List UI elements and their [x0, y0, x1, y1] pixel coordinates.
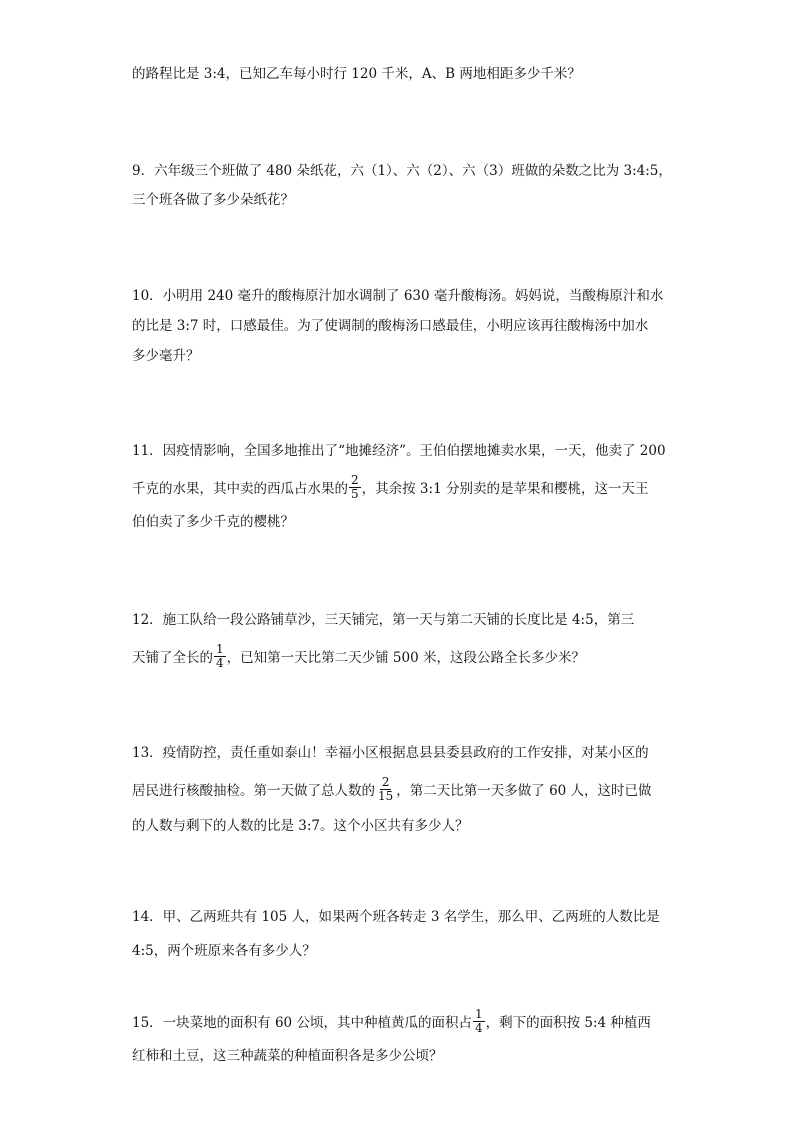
problem-12-line-1: 12．施工队给一段公路铺草沙，三天铺完，第一天与第二天铺的长度比是 4:5，第三 — [132, 612, 635, 628]
problem-11-line-3: 伯伯卖了多少千克的樱桃？ — [132, 514, 294, 530]
problem-13-line-1: 13．疫情防控，责任重如泰山！幸福小区根据息县县委县政府的工作安排，对某小区的 — [132, 745, 649, 761]
fraction-denominator: 4 — [474, 1021, 483, 1035]
problem-13-text-a: 居民进行核酸抽检。第一天做了总人数的 — [132, 783, 375, 799]
problem-15-text-a: 15．一块菜地的面积有 60 公顷，其中种植黄瓜的面积占 — [132, 1015, 472, 1031]
fraction-denominator: 4 — [216, 656, 224, 670]
fraction-denominator: 5 — [351, 487, 359, 501]
problem-10-line-1: 10．小明用 240 毫升的酸梅原汁加水调制了 630 毫升酸梅汤。妈妈说，当酸梅原汁和水 — [132, 288, 664, 304]
fraction-numerator: 1 — [216, 642, 224, 656]
problem-13-line-3: 的人数与剩下的人数的比是 3:7。这个小区共有多少人？ — [132, 818, 469, 834]
fraction-numerator: 2 — [381, 775, 390, 789]
problem-12-line-2 — [132, 642, 585, 672]
problem-14-line-1: 14．甲、乙两班共有 105 人，如果两个班各转走 3 名学生，那么甲、乙两班的人数比是 — [132, 909, 660, 925]
problem-15-text-b: ，剩下的面积按 5:4 种植西 — [485, 1015, 651, 1031]
problem-13-line-2 — [132, 775, 652, 805]
problem-10-line-3: 多少毫升？ — [132, 348, 200, 364]
problem-11-text-a: 千克的水果，其中卖的西瓜占水果的 — [132, 481, 348, 497]
problem-9-line-1: 9．六年级三个班做了 480 朵纸花，六（1）、六（2）、六（3）班做的朵数之比为 3:4:5， — [132, 163, 672, 179]
problem-13-text-b: ，第二天比第一天多做了 60 人，这时已做 — [396, 783, 652, 799]
fraction-two-fifths — [349, 474, 361, 501]
fraction-one-quarter — [473, 1008, 485, 1035]
problem-11-line-2 — [132, 473, 649, 503]
fraction-numerator: 2 — [351, 473, 359, 487]
fraction-one-quarter — [214, 643, 226, 670]
problem-11-line-1: 11．因疫情影响，全国多地推出了“地摊经济”。王伯伯摆地摊卖水果，一天，他卖了 200 — [132, 443, 666, 459]
problem-12-text-b: ，已知第一天比第二天少铺 500 米，这段公路全长多少米？ — [226, 650, 585, 666]
problem-15-line-1 — [132, 1007, 651, 1037]
problem-11-text-b: ，其余按 3:1 分别卖的是苹果和樱桃，这一天王 — [361, 481, 649, 497]
fraction-two-fifteenths — [376, 776, 395, 803]
problem-8-line-1: 的路程比是 3:4，已知乙车每小时行 120 千米，A、B 两地相距多少千米？ — [132, 66, 581, 82]
fraction-denominator: 15 — [378, 789, 394, 803]
problem-14-line-2: 4:5，两个班原来各有多少人？ — [132, 943, 316, 959]
problem-15-line-2: 红柿和土豆，这三种蔬菜的种植面积各是多少公顷？ — [132, 1048, 443, 1064]
fraction-numerator: 1 — [474, 1007, 483, 1021]
problem-12-text-a: 天铺了全长的 — [132, 650, 213, 666]
problem-9-line-2: 三个班各做了多少朵纸花？ — [132, 192, 294, 208]
problem-10-line-2: 的比是 3:7 时，口感最佳。为了使调制的酸梅汤口感最佳，小明应该再往酸梅汤中加水 — [132, 318, 649, 334]
